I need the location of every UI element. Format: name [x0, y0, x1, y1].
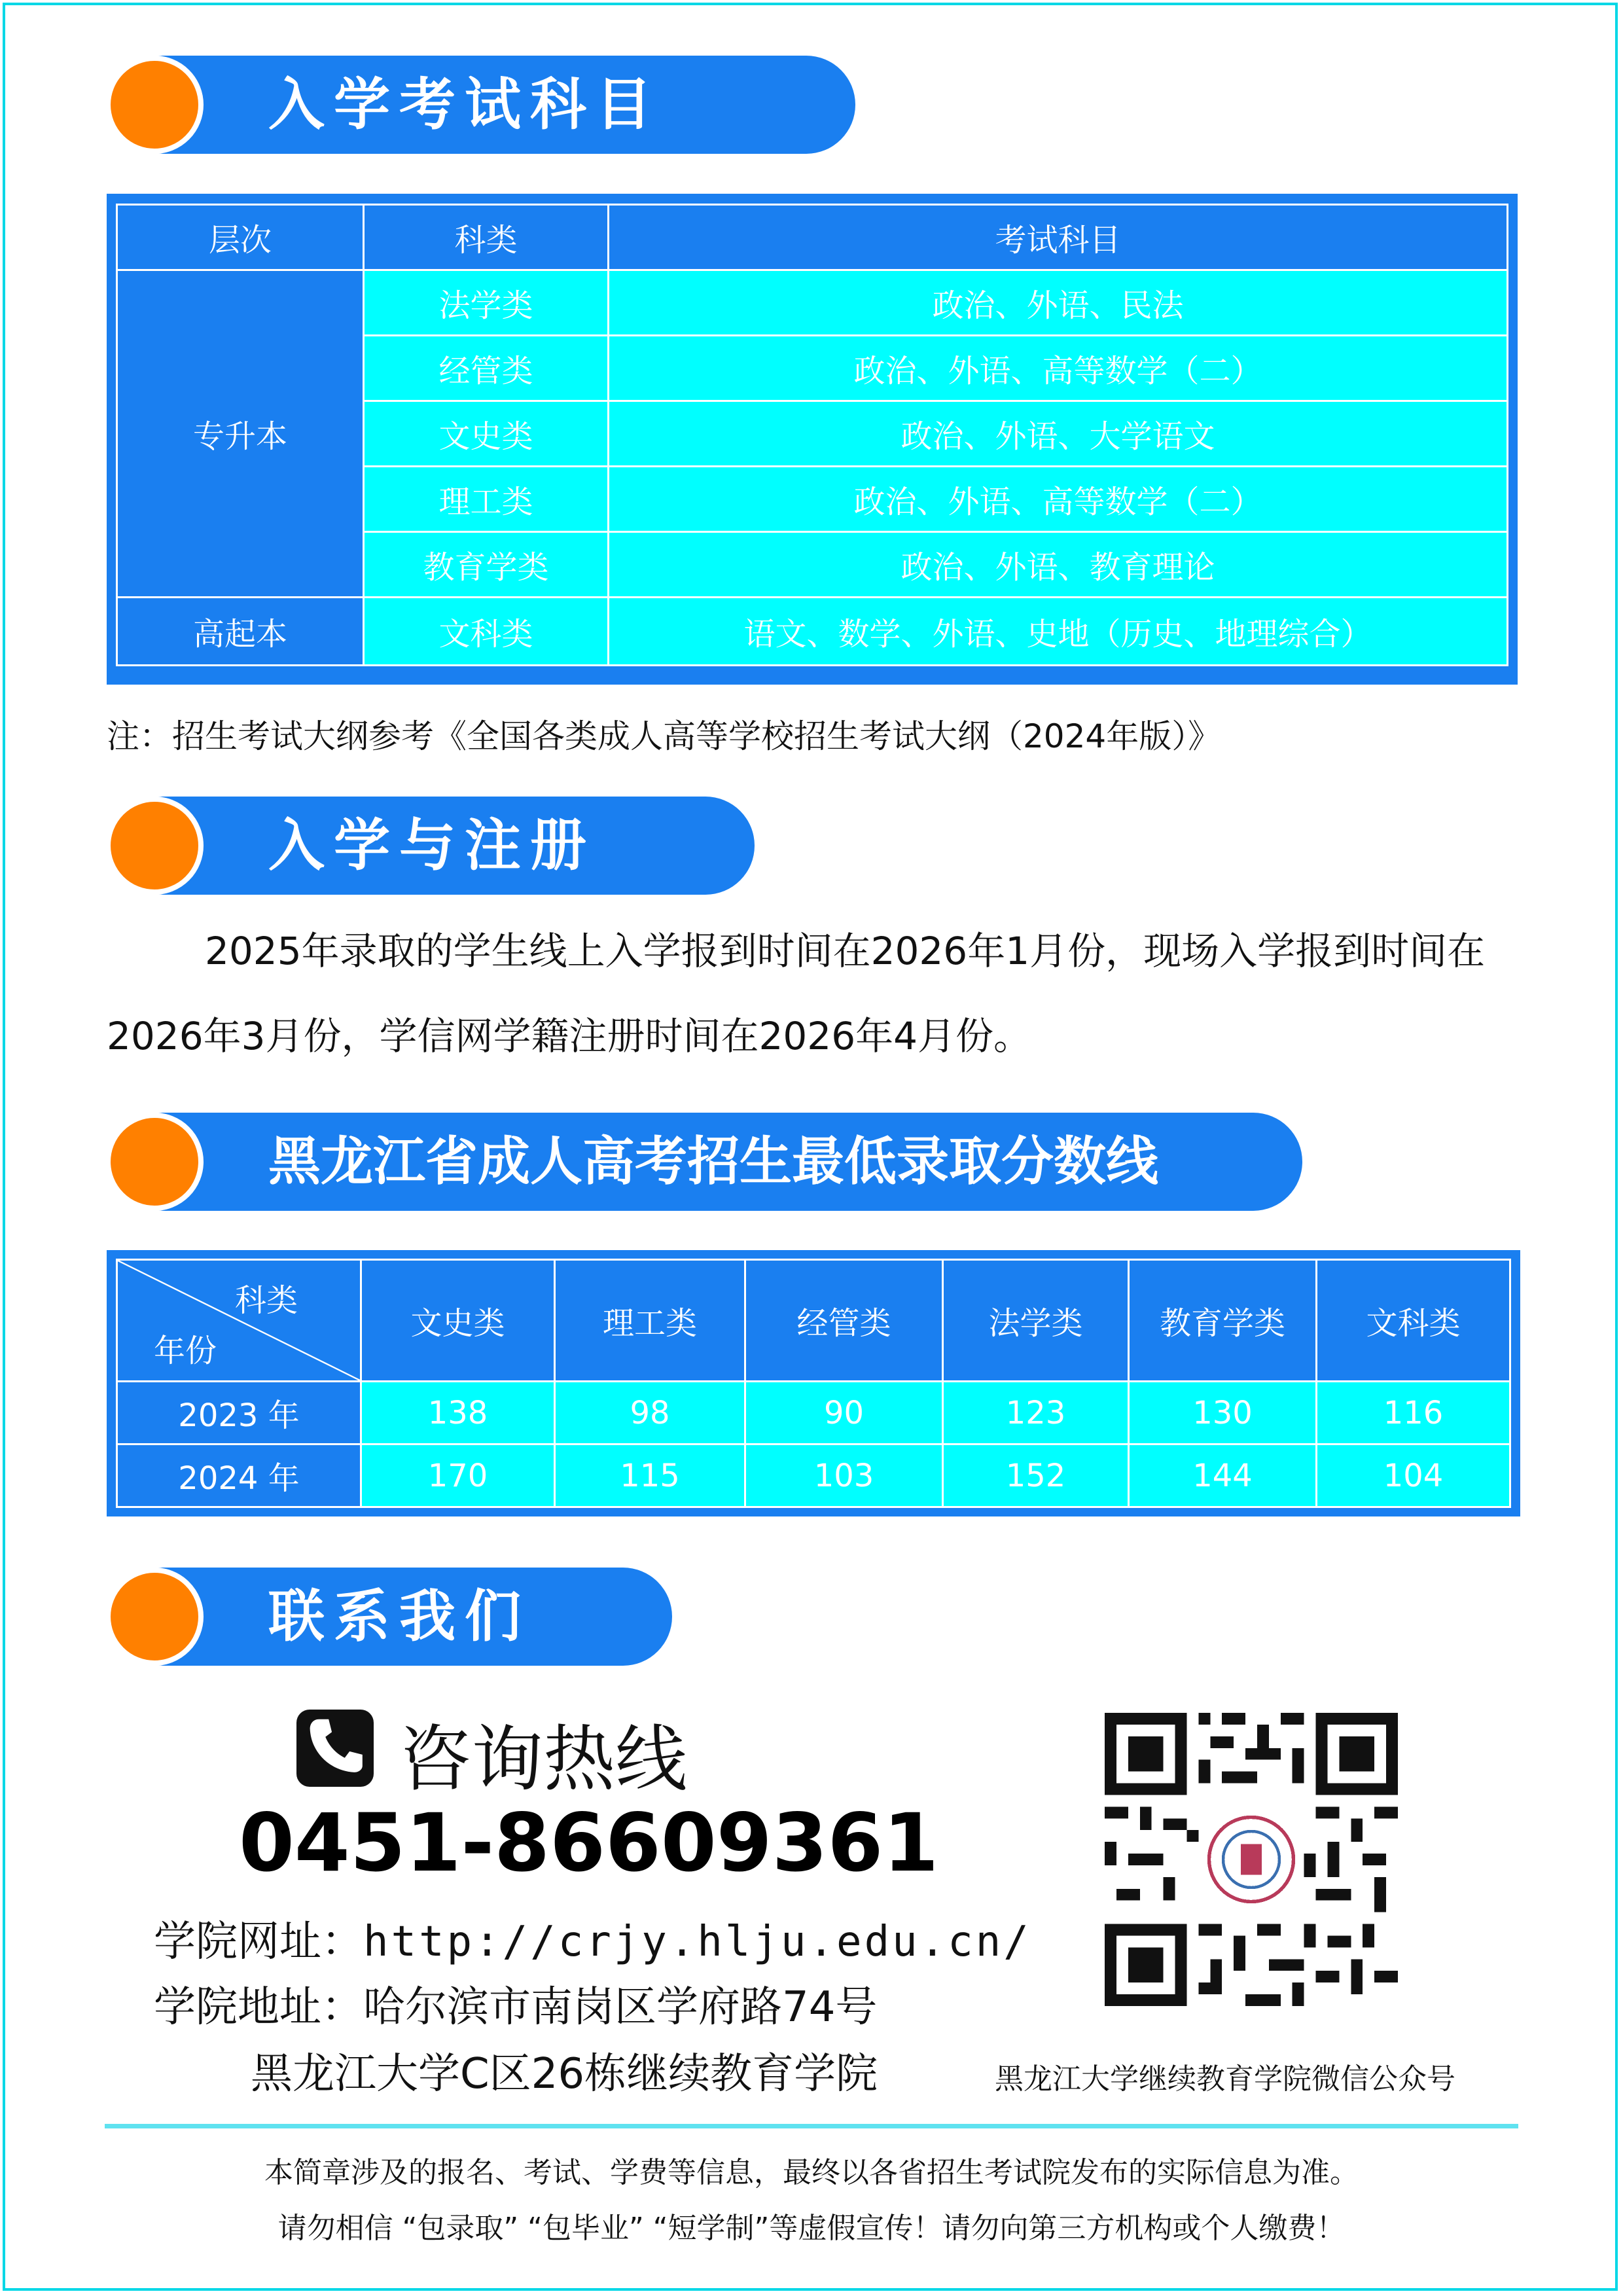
category-header: 法学类 — [943, 1260, 1129, 1382]
address-line2: 黑龙江大学C区26栋继续教育学院 — [251, 2050, 878, 2098]
section-header-contact — [115, 1568, 672, 1666]
level-cell: 高起本 — [117, 598, 364, 666]
table-header: 科类 — [364, 205, 609, 270]
category-cell: 教育学类 — [364, 532, 609, 598]
section-title: 联系我们 — [268, 1584, 530, 1649]
section-header-exam-subjects — [115, 56, 855, 154]
year-cell: 2023 年 — [117, 1382, 361, 1444]
table-header: 考试科目 — [609, 205, 1508, 270]
address-line1: 哈尔滨市南岗区学府路74号 — [363, 1983, 878, 2032]
corner-year-label: 年份 — [154, 1333, 217, 1369]
address-label: 学院地址： — [154, 1983, 363, 2032]
score-cell: 123 — [943, 1382, 1129, 1444]
score-cell: 103 — [745, 1444, 943, 1507]
section-header-scores — [115, 1113, 1302, 1211]
section-title: 黑龙江省成人高考招生最低录取分数线 — [268, 1131, 1158, 1192]
hotline-label: 咨询热线 — [399, 1717, 687, 1801]
website-link[interactable]: http://crjy.hlju.edu.cn/ — [363, 1918, 1031, 1966]
level-cell: 专升本 — [117, 270, 364, 598]
orange-dot-icon — [105, 1113, 204, 1211]
score-cell: 170 — [361, 1444, 555, 1507]
phone-number[interactable]: 0451-86609361 — [239, 1797, 939, 1890]
table-header: 层次 — [117, 205, 364, 270]
score-cell: 98 — [555, 1382, 745, 1444]
score-cell: 144 — [1129, 1444, 1317, 1507]
score-cell: 116 — [1317, 1382, 1510, 1444]
subjects-cell: 语文、数学、外语、史地（历史、地理综合） — [609, 598, 1508, 666]
category-cell: 经管类 — [364, 336, 609, 401]
subjects-cell: 政治、外语、大学语文 — [609, 401, 1508, 467]
qr-code[interactable] — [1105, 1713, 1398, 2006]
category-cell: 理工类 — [364, 467, 609, 532]
footer-line2: 请勿相信 “包录取” “包毕业” “短学制”等虚假宣传！请勿向第三方机构或个人缴费！ — [277, 2212, 1346, 2245]
qr-caption: 黑龙江大学继续教育学院微信公众号 — [995, 2062, 1455, 2096]
orange-dot-icon — [105, 56, 204, 154]
category-header: 理工类 — [555, 1260, 745, 1382]
score-cell: 130 — [1129, 1382, 1317, 1444]
subjects-cell: 政治、外语、高等数学（二） — [609, 467, 1508, 532]
subjects-cell: 政治、外语、高等数学（二） — [609, 336, 1508, 401]
score-cell: 104 — [1317, 1444, 1510, 1507]
score-cell: 152 — [943, 1444, 1129, 1507]
orange-dot-icon — [105, 797, 204, 895]
footer-line1: 本简章涉及的报名、考试、学费等信息，最终以各省招生考试院发布的实际信息为准。 — [264, 2156, 1359, 2189]
section-title: 入学与注册 — [268, 813, 596, 878]
corner-category-label: 科类 — [234, 1282, 298, 1319]
exam-outline-note: 注：招生考试大纲参考《全国各类成人高等学校招生考试大纲（2024年版）》 — [107, 717, 1221, 755]
footer-divider — [105, 2124, 1518, 2128]
category-header: 教育学类 — [1129, 1260, 1317, 1382]
phone-icon — [296, 1710, 374, 1787]
year-cell: 2024 年 — [117, 1444, 361, 1507]
score-cell: 115 — [555, 1444, 745, 1507]
category-header: 文史类 — [361, 1260, 555, 1382]
score-table — [116, 1259, 1511, 1508]
subjects-cell: 政治、外语、教育理论 — [609, 532, 1508, 598]
website-row — [154, 1908, 1031, 1968]
enroll-paragraph — [107, 908, 1514, 1079]
category-cell: 法学类 — [364, 270, 609, 336]
corner-header — [117, 1260, 361, 1382]
category-header: 经管类 — [745, 1260, 943, 1382]
section-title: 入学考试科目 — [268, 72, 661, 137]
score-cell: 90 — [745, 1382, 943, 1444]
category-cell: 文史类 — [364, 401, 609, 467]
subjects-cell: 政治、外语、民法 — [609, 270, 1508, 336]
section-header-enroll — [115, 797, 755, 895]
enroll-text: 2025年录取的学生线上入学报到时间在2026年1月份，现场入学报到时间在2026年3月份，学信网学籍注册时间在2026年4月份。 — [107, 929, 1486, 1058]
category-header: 文科类 — [1317, 1260, 1510, 1382]
website-label: 学院网址： — [154, 1918, 363, 1966]
address-row — [154, 1973, 877, 2034]
exam-subjects-table — [116, 204, 1508, 666]
category-cell: 文科类 — [364, 598, 609, 666]
score-cell: 138 — [361, 1382, 555, 1444]
orange-dot-icon — [105, 1568, 204, 1666]
